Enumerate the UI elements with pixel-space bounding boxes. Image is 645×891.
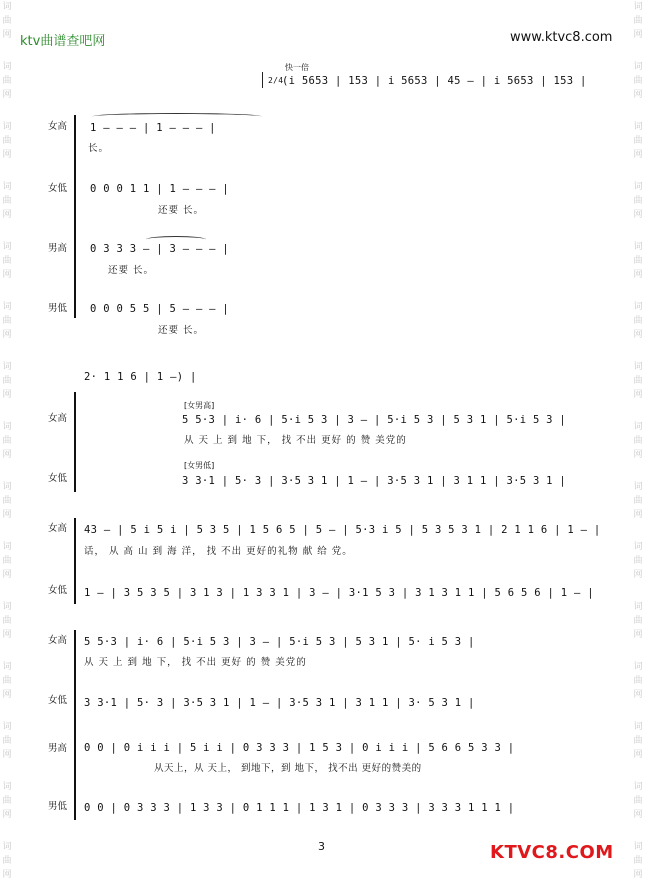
watermark-glyph: 网 bbox=[633, 570, 643, 580]
watermark-glyph: 网 bbox=[2, 450, 12, 460]
site-logo: KTVC8.COM bbox=[490, 842, 614, 863]
watermark-glyph: 曲 bbox=[633, 496, 643, 506]
watermark-glyph: 网 bbox=[2, 870, 12, 880]
watermark-glyph: 网 bbox=[2, 750, 12, 760]
watermark-glyph: 词 bbox=[2, 122, 12, 132]
staff-notes: 0 0 | 0 i i i | 5 i i | 0 3 3 3 | 1 5 3 | 0 i i i | 5 6 6 5 3 3 | bbox=[84, 742, 515, 754]
site-url[interactable]: www.ktvc8.com bbox=[510, 30, 613, 45]
staff-notes: 0 0 0 5 5 | 5 — — — | bbox=[90, 303, 230, 315]
part-label: 女低 bbox=[48, 473, 68, 484]
watermark-glyph: 曲 bbox=[633, 856, 643, 866]
part-label: 男高 bbox=[48, 743, 68, 754]
slur bbox=[146, 236, 206, 243]
staff-notes: 5 5·3 | i· 6 | 5·i 5 3 | 3 — | 5·i 5 3 | 5 3 1 | 5· i 5 3 | bbox=[84, 636, 475, 648]
voice-group-label: [女男高] bbox=[184, 401, 215, 410]
watermark-glyph: 词 bbox=[633, 362, 643, 372]
part-label: 男低 bbox=[48, 303, 68, 314]
system-bracket bbox=[74, 630, 76, 820]
part-label: 女低 bbox=[48, 183, 68, 194]
lyrics-line: 从天上，从 天上， 到地下，到 地下， 找不出 更好的赞美的 bbox=[154, 763, 422, 774]
watermark-glyph: 词 bbox=[2, 842, 12, 852]
watermark-glyph: 词 bbox=[2, 482, 12, 492]
watermark-glyph: 词 bbox=[2, 182, 12, 192]
watermark-glyph: 网 bbox=[2, 810, 12, 820]
lyrics-line: 话， 从 高 山 到 海 洋， 找 不出 更好的礼物 献 给 党。 bbox=[84, 546, 353, 557]
watermark-glyph: 曲 bbox=[633, 676, 643, 686]
system-bracket bbox=[74, 392, 76, 492]
watermark-glyph: 曲 bbox=[2, 676, 12, 686]
watermark-glyph: 曲 bbox=[633, 16, 643, 26]
watermark-glyph: 曲 bbox=[633, 556, 643, 566]
staff-notes: 0 0 0 1 1 | 1 — — — | bbox=[90, 183, 230, 195]
staff-notes: 5 5·3 | i· 6 | 5·i 5 3 | 3 — | 5·i 5 3 | 5 3 1 | 5·i 5 3 | bbox=[182, 414, 567, 426]
watermark-glyph: 网 bbox=[2, 390, 12, 400]
watermark-glyph: 网 bbox=[2, 210, 12, 220]
watermark-glyph: 网 bbox=[2, 150, 12, 160]
watermark-glyph: 词 bbox=[633, 662, 643, 672]
watermark-glyph: 词 bbox=[2, 422, 12, 432]
intro-line-2: 2· 1 1 6 | 1 —) | bbox=[84, 371, 197, 383]
staff-notes: 1 — | 3 5 3 5 | 3 1 3 | 1 3 3 1 | 3 — | 3·1 5 3 | 3 1 3 1 1 | 5 6 5 6 | 1 — | bbox=[84, 587, 594, 599]
watermark-glyph: 词 bbox=[2, 662, 12, 672]
watermark-glyph: 词 bbox=[633, 2, 643, 12]
slur bbox=[92, 113, 262, 120]
watermark-glyph: 网 bbox=[633, 870, 643, 880]
lyrics-line: 从 天 上 到 地 下， 找 不出 更好 的 赞 美党的 bbox=[184, 435, 407, 446]
watermark-glyph: 词 bbox=[633, 782, 643, 792]
watermark-glyph: 曲 bbox=[2, 496, 12, 506]
watermark-glyph: 网 bbox=[633, 450, 643, 460]
staff-notes: 0 0 | 0 3 3 3 | 1 3 3 | 0 1 1 1 | 1 3 1 | 0 3 3 3 | 3 3 3 1 1 1 | bbox=[84, 802, 515, 814]
watermark-glyph: 词 bbox=[633, 482, 643, 492]
watermark-glyph: 网 bbox=[633, 750, 643, 760]
watermark-glyph: 曲 bbox=[2, 796, 12, 806]
watermark-glyph: 网 bbox=[2, 270, 12, 280]
voice-group-label: [女男低] bbox=[184, 461, 215, 470]
part-label: 女高 bbox=[48, 413, 68, 424]
watermark-glyph: 词 bbox=[633, 722, 643, 732]
watermark-glyph: 网 bbox=[633, 150, 643, 160]
watermark-glyph: 曲 bbox=[2, 556, 12, 566]
watermark-glyph: 曲 bbox=[2, 616, 12, 626]
watermark-glyph: 网 bbox=[2, 90, 12, 100]
watermark-glyph: 网 bbox=[633, 270, 643, 280]
watermark-glyph: 网 bbox=[633, 90, 643, 100]
watermark-glyph: 词 bbox=[2, 542, 12, 552]
watermark-glyph: 曲 bbox=[2, 196, 12, 206]
watermark-glyph: 曲 bbox=[633, 436, 643, 446]
tempo-mark: 快一倍 bbox=[285, 63, 309, 72]
watermark-glyph: 曲 bbox=[2, 316, 12, 326]
watermark-glyph: 词 bbox=[2, 782, 12, 792]
watermark-glyph: 词 bbox=[633, 122, 643, 132]
watermark-glyph: 网 bbox=[2, 690, 12, 700]
part-label: 男低 bbox=[48, 801, 68, 812]
lyrics-line: 长。 bbox=[88, 143, 110, 154]
lyrics-line: 还要 长。 bbox=[158, 325, 205, 336]
staff-notes: 43 — | 5 i 5 i | 5 3 5 | 1 5 6 5 | 5 — | 5·3 i 5 | 5 3 5 3 1 | 2 1 1 6 | 1 — | bbox=[84, 524, 601, 536]
watermark-glyph: 词 bbox=[633, 302, 643, 312]
watermark-glyph: 曲 bbox=[633, 256, 643, 266]
watermark-glyph: 曲 bbox=[633, 616, 643, 626]
part-label: 女高 bbox=[48, 635, 68, 646]
watermark-glyph: 网 bbox=[633, 630, 643, 640]
intro-line-1: (i 5653 | 153 | i 5653 | 45 — | i 5653 | 153 | bbox=[282, 75, 587, 87]
staff-notes: 0 3 3 3 — | 3 — — — | bbox=[90, 243, 230, 255]
watermark-glyph: 网 bbox=[633, 330, 643, 340]
system-bracket bbox=[74, 115, 76, 318]
watermark-glyph: 网 bbox=[2, 330, 12, 340]
time-signature: 2/4 bbox=[268, 76, 284, 85]
watermark-glyph: 网 bbox=[2, 570, 12, 580]
part-label: 女高 bbox=[48, 121, 68, 132]
watermark-glyph: 曲 bbox=[2, 856, 12, 866]
watermark-glyph: 词 bbox=[2, 302, 12, 312]
watermark-glyph: 曲 bbox=[633, 76, 643, 86]
watermark-glyph: 词 bbox=[633, 182, 643, 192]
watermark-glyph: 曲 bbox=[2, 436, 12, 446]
staff-notes: 1 — — — | 1 — — — | bbox=[90, 122, 216, 134]
watermark-glyph: 曲 bbox=[2, 16, 12, 26]
barline bbox=[262, 72, 263, 88]
watermark-glyph: 词 bbox=[633, 602, 643, 612]
part-label: 男高 bbox=[48, 243, 68, 254]
watermark-glyph: 网 bbox=[2, 30, 12, 40]
watermark-glyph: 词 bbox=[633, 842, 643, 852]
watermark-glyph: 网 bbox=[633, 810, 643, 820]
watermark-glyph: 词 bbox=[2, 362, 12, 372]
watermark-glyph: 词 bbox=[2, 242, 12, 252]
watermark-glyph: 曲 bbox=[2, 376, 12, 386]
watermark-glyph: 词 bbox=[633, 422, 643, 432]
watermark-glyph: 网 bbox=[633, 30, 643, 40]
watermark-glyph: 网 bbox=[633, 510, 643, 520]
watermark-glyph: 曲 bbox=[633, 796, 643, 806]
system-bracket bbox=[74, 518, 76, 604]
watermark-glyph: 网 bbox=[633, 690, 643, 700]
lyrics-line: 从 天 上 到 地 下， 找 不出 更好 的 赞 美党的 bbox=[84, 657, 307, 668]
watermark-glyph: 曲 bbox=[633, 376, 643, 386]
watermark-glyph: 网 bbox=[2, 630, 12, 640]
watermark-glyph: 词 bbox=[633, 62, 643, 72]
watermark-glyph: 网 bbox=[633, 390, 643, 400]
staff-notes: 3 3·1 | 5· 3 | 3·5 3 1 | 1 — | 3·5 3 1 | 3 1 1 | 3· 5 3 1 | bbox=[84, 697, 475, 709]
watermark-glyph: 词 bbox=[633, 542, 643, 552]
watermark-glyph: 曲 bbox=[633, 136, 643, 146]
watermark-glyph: 曲 bbox=[2, 76, 12, 86]
watermark-glyph: 曲 bbox=[633, 736, 643, 746]
watermark-glyph: 曲 bbox=[2, 736, 12, 746]
watermark-glyph: 曲 bbox=[2, 256, 12, 266]
staff-notes: 3 3·1 | 5· 3 | 3·5 3 1 | 1 — | 3·5 3 1 | 3 1 1 | 3·5 3 1 | bbox=[182, 475, 567, 487]
watermark-glyph: 词 bbox=[633, 242, 643, 252]
page-number: 3 bbox=[318, 840, 325, 853]
watermark-glyph: 网 bbox=[633, 210, 643, 220]
watermark-glyph: 词 bbox=[2, 2, 12, 12]
part-label: 女低 bbox=[48, 695, 68, 706]
watermark-glyph: 网 bbox=[2, 510, 12, 520]
lyrics-line: 还要 长。 bbox=[108, 265, 155, 276]
watermark-glyph: 词 bbox=[2, 62, 12, 72]
lyrics-line: 还要 长。 bbox=[158, 205, 205, 216]
part-label: 女低 bbox=[48, 585, 68, 596]
watermark-glyph: 曲 bbox=[2, 136, 12, 146]
watermark-glyph: 曲 bbox=[633, 316, 643, 326]
site-title: ktv曲谱查吧网 bbox=[20, 34, 106, 49]
part-label: 女高 bbox=[48, 523, 68, 534]
watermark-glyph: 词 bbox=[2, 722, 12, 732]
watermark-glyph: 词 bbox=[2, 602, 12, 612]
watermark-glyph: 曲 bbox=[633, 196, 643, 206]
